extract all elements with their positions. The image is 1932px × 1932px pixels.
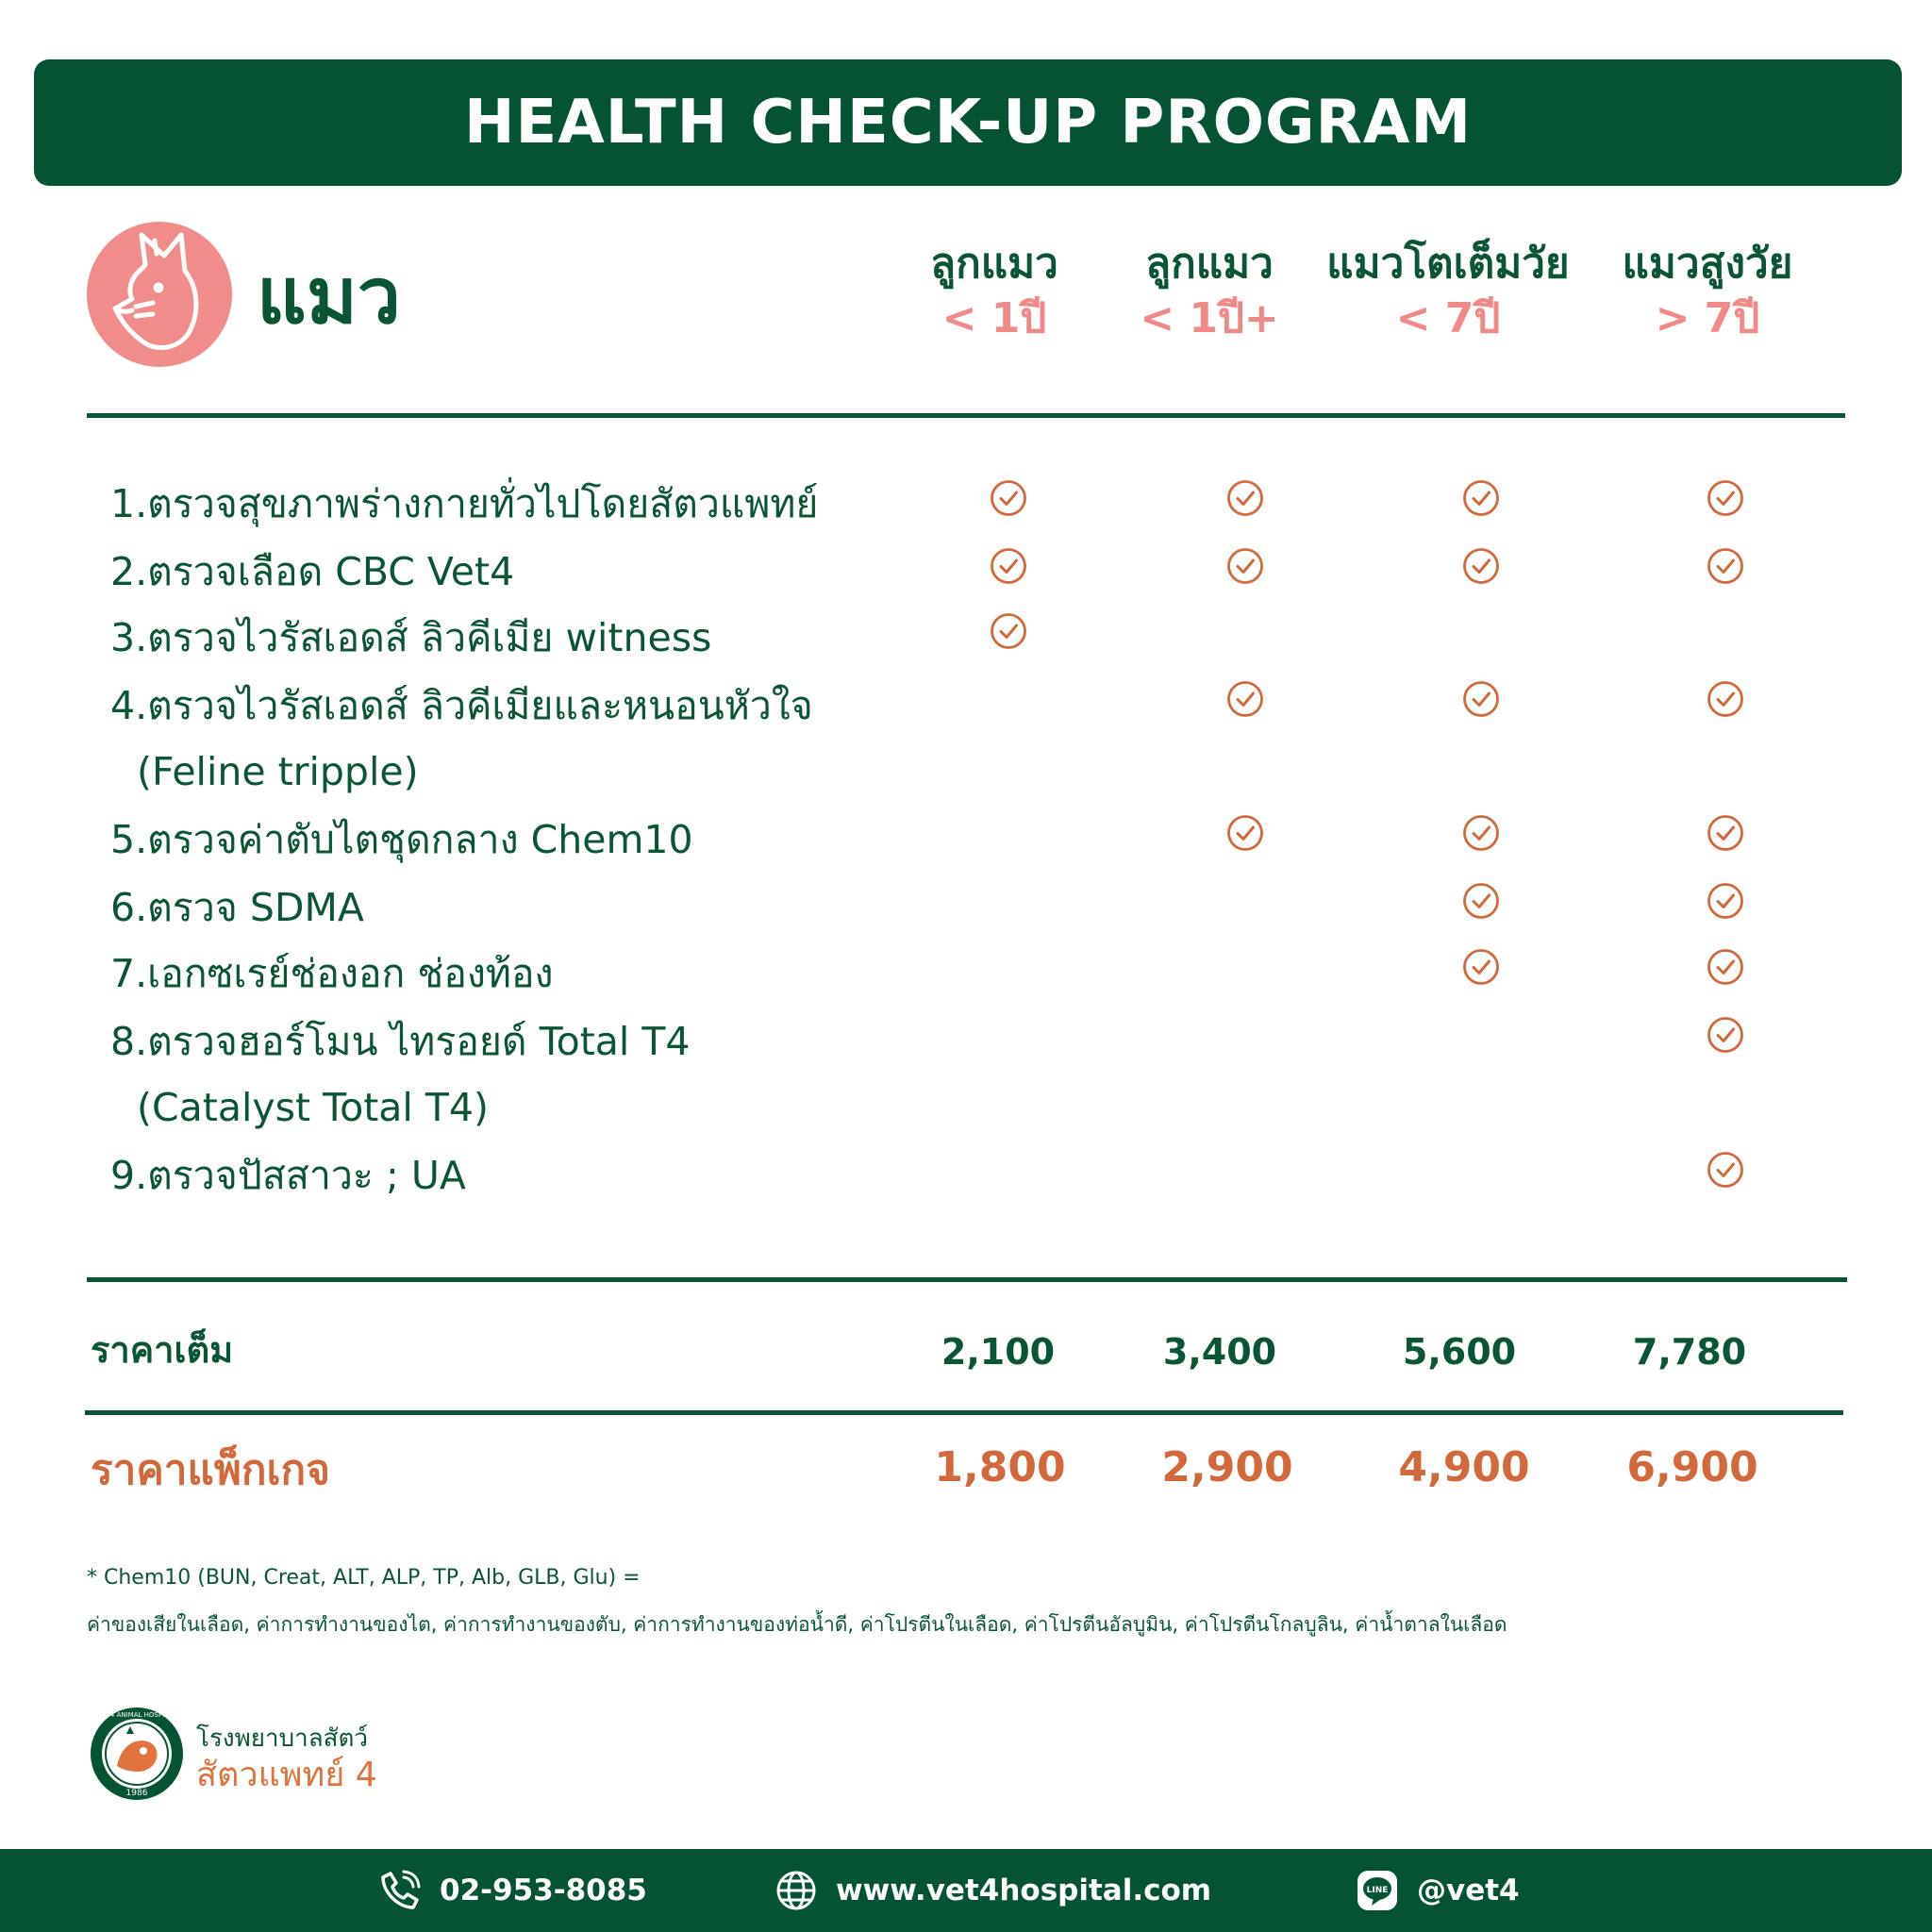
hospital-name-line-2: สัตวแพทย์ 4 bbox=[196, 1756, 377, 1794]
item-3: 3.ตรวจไวรัสเอดส์ ลิวคีเมีย witness bbox=[110, 615, 712, 660]
seal-text: VET4 ANIMAL HOSPITAL bbox=[97, 1711, 176, 1719]
svg-text:LINE: LINE bbox=[1366, 1886, 1389, 1895]
column-age: < 1ปี+ bbox=[1140, 294, 1279, 342]
check-icon bbox=[1707, 1151, 1744, 1189]
column-age: > 7ปี bbox=[1655, 294, 1760, 342]
item-9: 9.ตรวจปัสสาวะ ; UA bbox=[110, 1153, 466, 1198]
package-price: 1,800 bbox=[934, 1443, 1066, 1491]
check-icon bbox=[1462, 479, 1500, 517]
divider bbox=[87, 413, 1845, 418]
line-id: @vet4 bbox=[1417, 1874, 1520, 1907]
column-header bbox=[1325, 238, 1571, 348]
footer-line[interactable] bbox=[1355, 1866, 1520, 1915]
globe-icon bbox=[774, 1868, 819, 1913]
full-price: 3,400 bbox=[1162, 1331, 1277, 1373]
check-icon bbox=[1707, 479, 1744, 517]
check-icon bbox=[990, 547, 1027, 585]
footer-website[interactable] bbox=[774, 1866, 1211, 1915]
column-name: ลูกแมว bbox=[1145, 240, 1274, 288]
check-icon bbox=[1707, 814, 1744, 852]
column-header bbox=[1585, 238, 1830, 348]
hospital-name-line-1: โรงพยาบาลสัตว์ bbox=[196, 1724, 368, 1753]
check-icon bbox=[1707, 547, 1744, 585]
item-5: 5.ตรวจค่าตับไตชุดกลาง Chem10 bbox=[110, 817, 693, 862]
check-icon bbox=[1707, 948, 1744, 986]
column-name: แมวสูงวัย bbox=[1622, 240, 1793, 288]
column-age: < 1ปี bbox=[941, 294, 1047, 342]
package-price-label: ราคาแพ็กเกจ bbox=[91, 1446, 330, 1494]
check-icon bbox=[1462, 547, 1500, 585]
species-label: แมว bbox=[257, 252, 401, 341]
item-8: 8.ตรวจฮอร์โมน ไทรอยด์ Total T4 bbox=[110, 1019, 691, 1064]
footer-bar bbox=[0, 1849, 1932, 1932]
line-app-icon bbox=[1355, 1868, 1400, 1913]
check-icon bbox=[1707, 680, 1744, 718]
item-1: 1.ตรวจสุขภาพร่างกายทั่วไปโดยสัตวแพทย์ bbox=[110, 481, 819, 526]
footnote-line-2: ค่าของเสียในเลือด, ค่าการทำงานของไต, ค่าการทำงานของตับ, ค่าการทำงานของท่อน้ำดี, ค่าโปรตีนในเลือด, ค่าโปรตีนอัลบูมิน, ค่าโปรตีนโกลบูลิน, ค่าน้ำตาลในเลือด bbox=[87, 1613, 1507, 1636]
item-4: 4.ตรวจไวรัสเอดส์ ลิวคีเมียและหนอนหัวใจ bbox=[110, 683, 813, 728]
cat-face-icon bbox=[87, 222, 232, 367]
footnote-line-1: * Chem10 (BUN, Creat, ALT, ALP, TP, Alb, GLB, Glu) = bbox=[87, 1566, 641, 1590]
package-price: 4,900 bbox=[1398, 1443, 1530, 1491]
item-6: 6.ตรวจ SDMA bbox=[110, 885, 364, 930]
item-4-sub: (Feline tripple) bbox=[137, 749, 419, 794]
item-2: 2.ตรวจเลือด CBC Vet4 bbox=[110, 549, 515, 594]
check-icon bbox=[1226, 479, 1264, 517]
package-price: 2,900 bbox=[1161, 1443, 1293, 1491]
full-price: 7,780 bbox=[1632, 1331, 1747, 1373]
column-name: แมวโตเต็มวัย bbox=[1326, 240, 1570, 288]
column-age: < 7ปี bbox=[1395, 294, 1501, 342]
check-icon bbox=[990, 479, 1027, 517]
full-price-label: ราคาเต็ม bbox=[91, 1329, 234, 1371]
check-icon bbox=[1226, 814, 1264, 852]
check-icon bbox=[1462, 882, 1500, 920]
page-title: HEALTH CHECK-UP PROGRAM bbox=[463, 88, 1473, 158]
item-8-sub: (Catalyst Total T4) bbox=[137, 1085, 489, 1130]
hospital-logo bbox=[89, 1706, 185, 1802]
check-icon bbox=[1707, 882, 1744, 920]
footer-phone[interactable] bbox=[377, 1866, 647, 1915]
header-banner bbox=[34, 59, 1902, 186]
item-7: 7.เอกซเรย์ช่องอก ช่องท้อง bbox=[110, 951, 554, 996]
seal-year: 1986 bbox=[125, 1789, 148, 1798]
divider bbox=[87, 1277, 1847, 1282]
check-icon bbox=[1462, 948, 1500, 986]
column-header bbox=[872, 238, 1117, 348]
check-icon bbox=[1226, 547, 1264, 585]
column-header bbox=[1087, 238, 1332, 348]
check-icon bbox=[990, 612, 1027, 650]
check-icon bbox=[1707, 1016, 1744, 1054]
full-price: 5,600 bbox=[1402, 1331, 1517, 1373]
phone-number: 02-953-8085 bbox=[440, 1874, 647, 1907]
check-icon bbox=[1462, 680, 1500, 718]
package-price: 6,900 bbox=[1626, 1443, 1758, 1491]
full-price: 2,100 bbox=[941, 1331, 1056, 1373]
phone-icon bbox=[377, 1868, 423, 1913]
check-icon bbox=[1462, 814, 1500, 852]
check-icon bbox=[1226, 680, 1264, 718]
column-name: ลูกแมว bbox=[930, 240, 1058, 288]
divider bbox=[85, 1410, 1843, 1415]
website-url: www.vet4hospital.com bbox=[836, 1874, 1212, 1907]
